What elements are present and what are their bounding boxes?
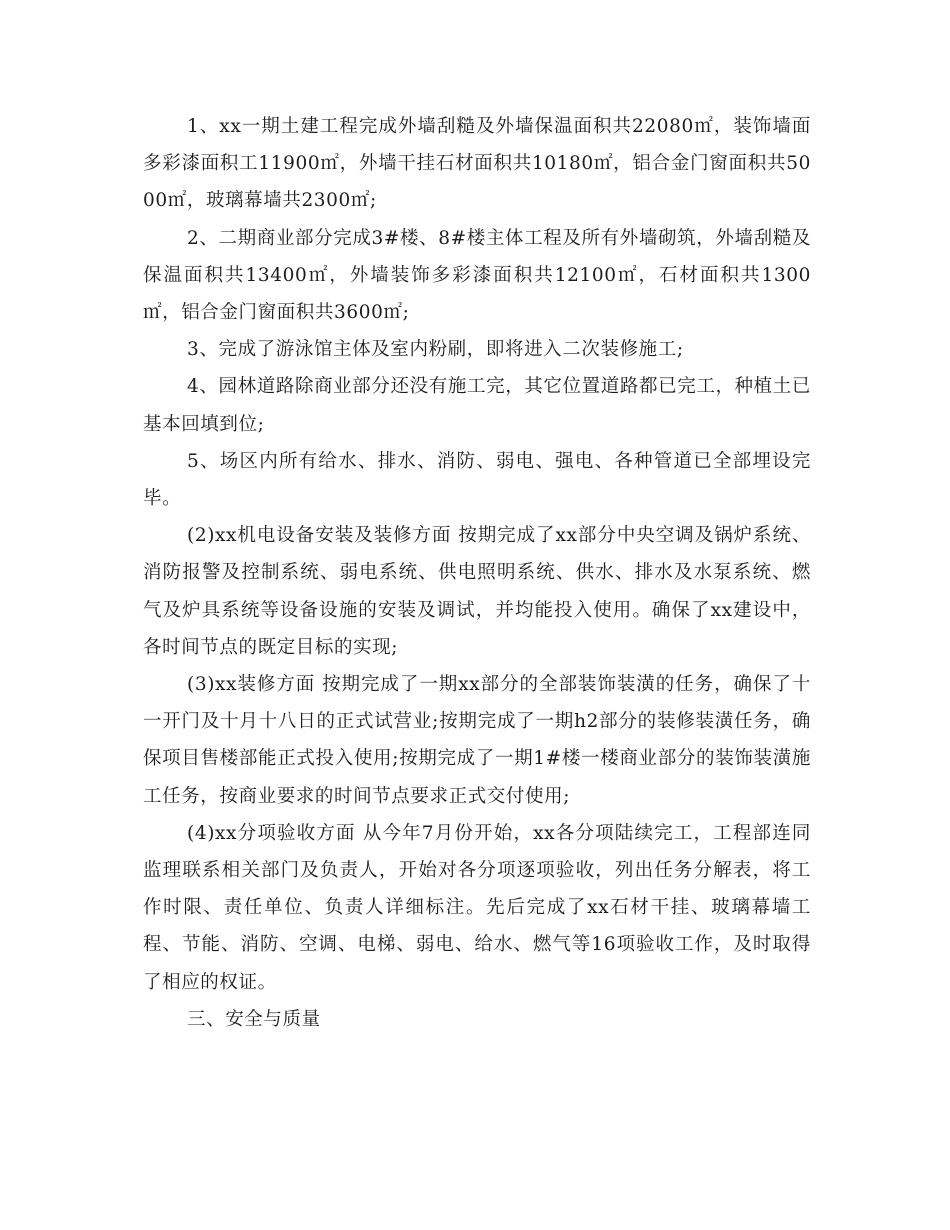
paragraph-item-4: 4、园林道路除商业部分还没有施工完，其它位置道路都已完工，种植土已基本回填到位; — [143, 376, 811, 435]
paragraph-decoration: (3)xx装修方面 按期完成了一期xx部分的全部装饰装潢的任务，确保了十一开门及十月十八日的正式试营业;按期完成了一期h2部分的装修装潢任务，确保项目售楼部能正式投入使用;按期完成了一期1#楼一楼商业部分的装饰装潢施工任务，按商业要求的时间节点要求正式交付使用; — [143, 674, 811, 807]
paragraph-mechanical-electrical: (2)xx机电设备安装及装修方面 按期完成了xx部分中央空调及锅炉系统、消防报警及控制系统、弱电系统、供电照明系统、供水、排水及水泵系统、燃气及炉具系统等设备设施的安装及调试，并均能投入使用。确保了xx建设中，各时间节点的既定目标的实现; — [143, 525, 811, 658]
paragraph-item-1: 1、xx一期土建工程完成外墙刮糙及外墙保温面积共22080㎡，装饰墙面多彩漆面积工11900㎡，外墙干挂石材面积共10180㎡，铝合金门窗面积共5000㎡，玻璃幕墙共2300㎡; — [143, 116, 811, 212]
paragraph-item-2: 2、二期商业部分完成3#楼、8#楼主体工程及所有外墙砌筑，外墙刮糙及保温面积共13400㎡，外墙装饰多彩漆面积共12100㎡，石材面积共1300㎡，铝合金门窗面积共3600㎡; — [143, 227, 811, 324]
paragraph-item-3: 3、完成了游泳馆主体及室内粉刷，即将进入二次装修施工; — [187, 339, 684, 361]
paragraph-acceptance: (4)xx分项验收方面 从今年7月份开始，xx各分项陆续完工，工程部连同监理联系相关部门及负责人，开始对各分项逐项验收，列出任务分解表，将工作时限、责任单位、负责人详细标注。先后完成了xx石材干挂、玻璃幕墙工程、节能、消防、空调、电梯、弱电、给水、燃气等16项验收工作，及时取得了相应的权证。 — [143, 822, 811, 993]
document-body — [143, 108, 811, 1038]
section-heading-safety-quality: 三、安全与质量 — [187, 1008, 321, 1030]
paragraph-item-5: 5、场区内所有给水、排水、消防、弱电、强电、各种管道已全部埋设完毕。 — [143, 450, 811, 510]
